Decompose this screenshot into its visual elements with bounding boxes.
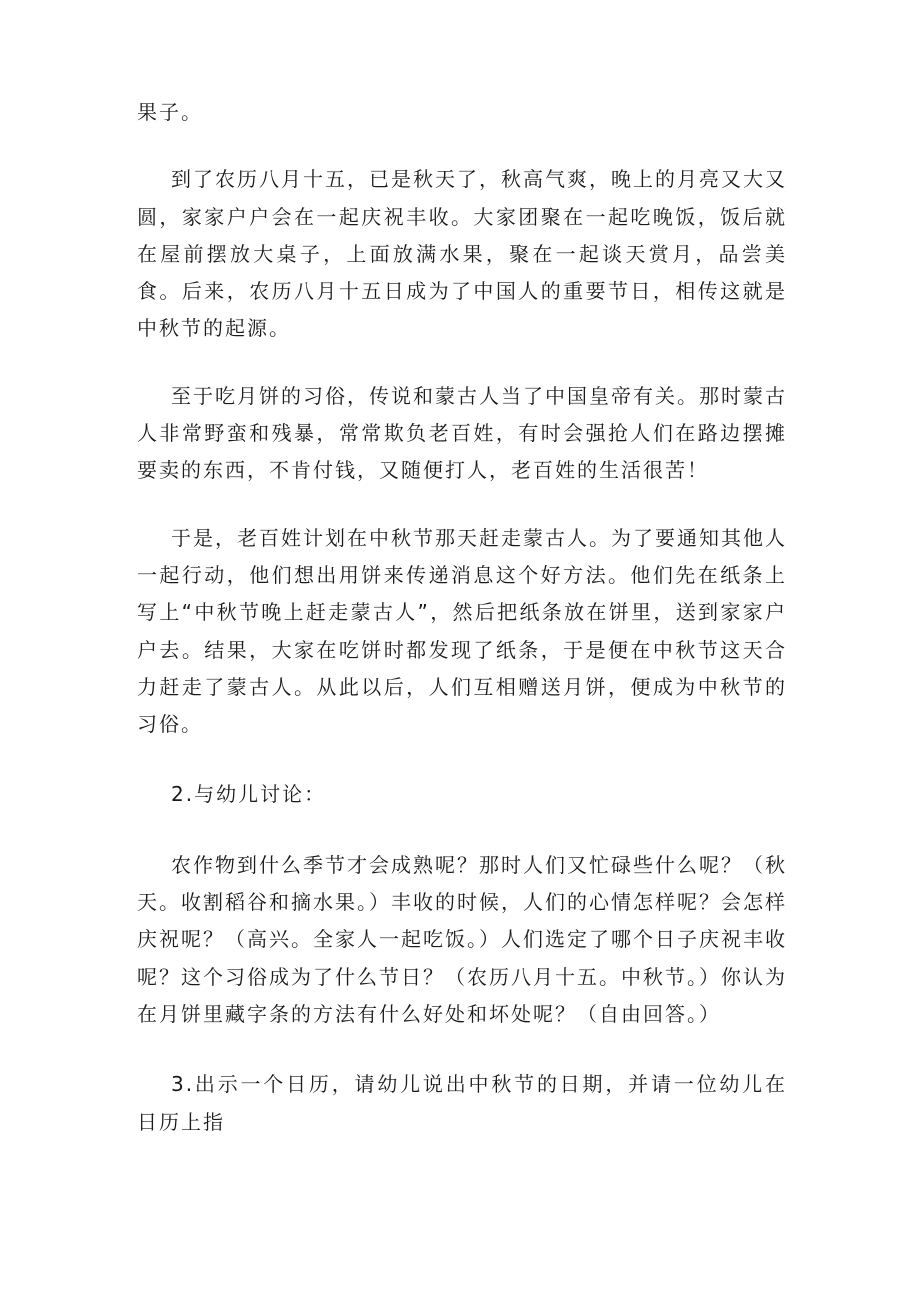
paragraph-calendar-activity: 3.出示一个日历，请幼儿说出中秋节的日期，并请一位幼儿在日历上指 — [137, 1072, 787, 1134]
paragraph-discussion-questions: 农作物到什么季节才会成熟呢？那时人们又忙碌些什么呢？（秋天。收割稻谷和摘水果。）丰收的时候，人们的心情怎样呢？会怎样庆祝呢？（高兴。全家人一起吃饭。）人们选定了哪个日子庆祝丰收呢？这个习俗成为了什么节日？（农历八月十五。中秋节。）你认为在月饼里藏字条的方法有什么好处和坏处呢？（自由回答。） — [137, 852, 787, 1026]
section-heading-discussion: 2.与幼儿讨论： — [171, 782, 327, 807]
paragraph-origin: 到了农历八月十五，已是秋天了，秋高气爽，晚上的月亮又大又圆，家家户户会在一起庆祝丰收。大家团聚在一起吃晚饭，饭后就在屋前摆放大桌子，上面放满水果，聚在一起谈天赏月，品尝美食。后来，农历八月十五日成为了中国人的重要节日，相传这就是中秋节的起源。 — [137, 167, 787, 341]
paragraph-mooncake-custom: 至于吃月饼的习俗，传说和蒙古人当了中国皇帝有关。那时蒙古人非常野蛮和残暴，常常欺负老百姓，有时会强抢人们在路边摆摊要卖的东西，不肯付钱，又随便打人，老百姓的生活很苦！ — [137, 383, 787, 483]
paragraph-legend: 于是，老百姓计划在中秋节那天赶走蒙古人。为了要通知其他人一起行动，他们想出用饼来传递消息这个好方法。他们先在纸条上写上“中秋节晚上赶走蒙古人”，然后把纸条放在饼里，送到家家户户去。结果，大家在吃饼时都发现了纸条，于是便在中秋节这天合力赶走了蒙古人。从此以后，人们互相赠送月饼，便成为中秋节的习俗。 — [137, 525, 787, 737]
paragraph-continuation: 果子。 — [137, 100, 203, 124]
document-body — [137, 94, 787, 1141]
